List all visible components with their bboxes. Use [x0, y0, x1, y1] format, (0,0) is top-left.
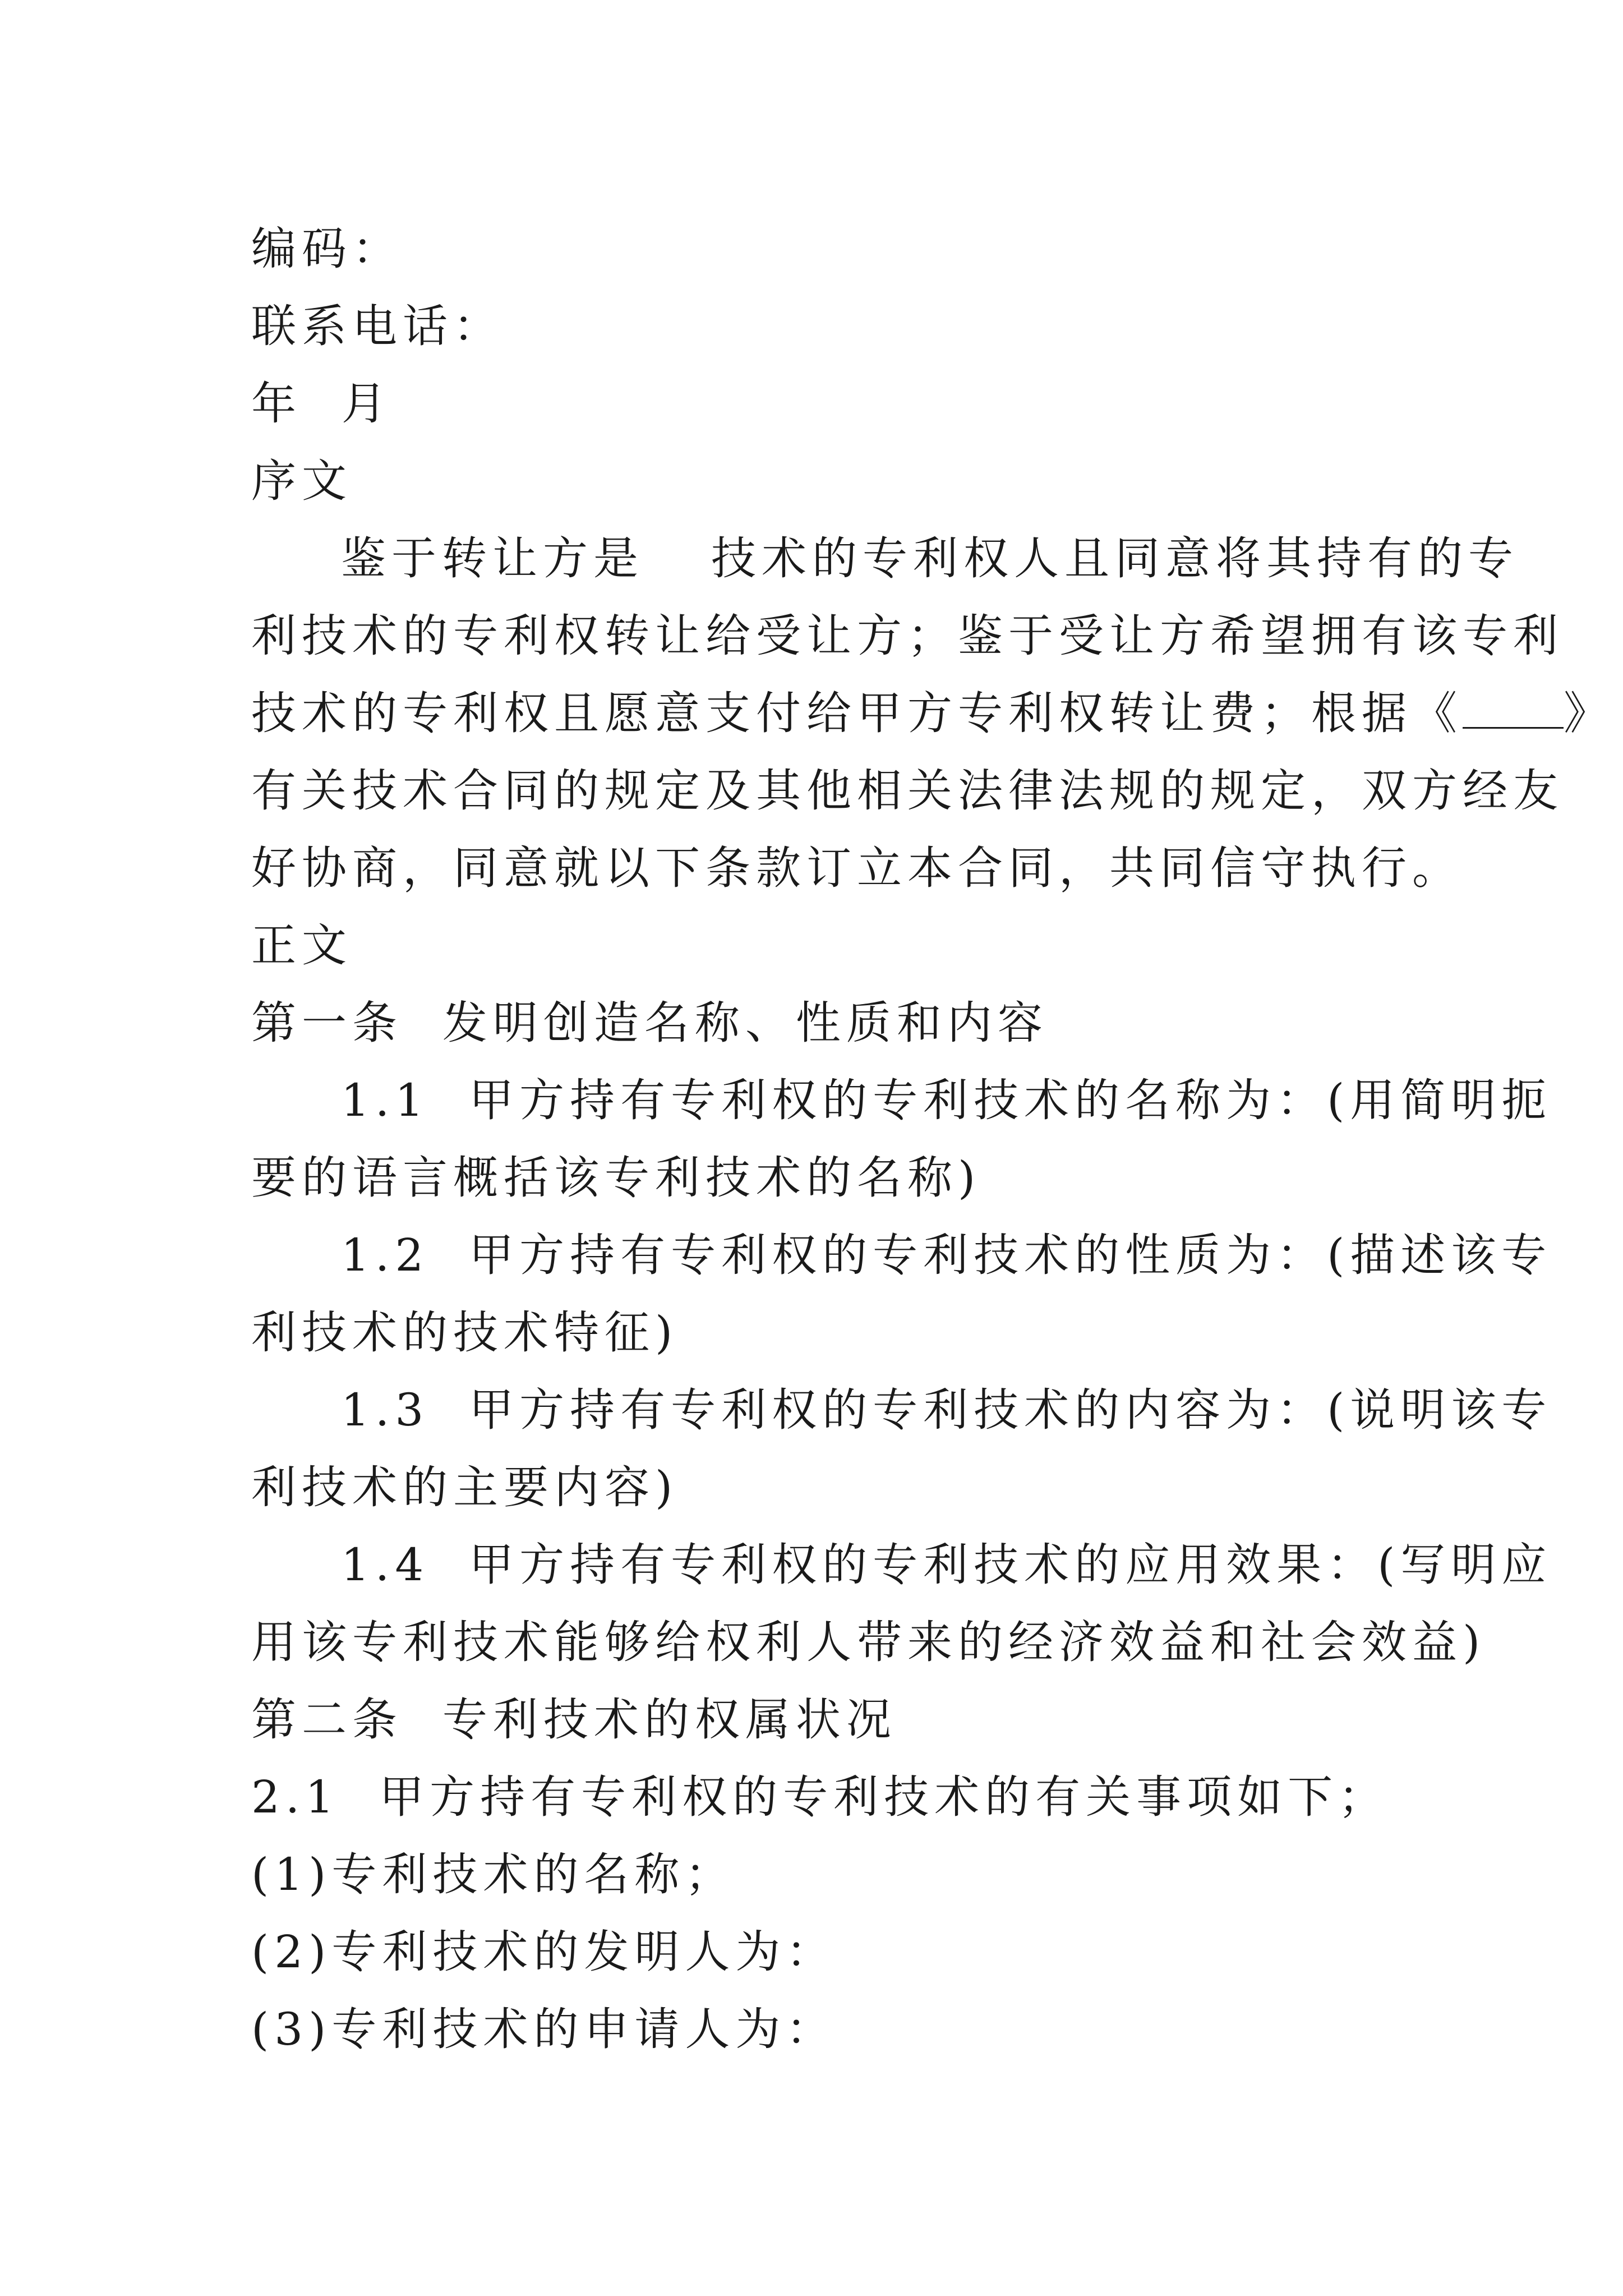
- clause-1-2: [251, 1217, 1552, 1372]
- preface-paragraph: [251, 520, 1614, 907]
- article1-title: 第一条 发明创造名称、性质和内容: [251, 997, 1048, 1049]
- list-item: (2)专利技术的发明人为：: [251, 1926, 837, 1978]
- preface-line-3a: 技术的专利权且愿意支付给甲方专利权转让费；根据《: [251, 687, 1463, 739]
- clause-1-1-line-1: 1.1 甲方持有专利权的专利技术的名称为：(用简明扼: [341, 1074, 1552, 1126]
- article2-title: 第二条 专利技术的权属状况: [251, 1694, 897, 1746]
- clause-1-4: [251, 1526, 1552, 1681]
- preface-line-1a: 鉴于转让方是: [341, 532, 644, 585]
- list-item: (3)专利技术的申请人为：: [251, 2003, 837, 2055]
- clause-1-2-line-2: 利技术的技术特征): [251, 1306, 679, 1359]
- clause-1-4-line-2: 用该专利技术能够给权利人带来的经济效益和社会效益): [251, 1616, 1486, 1668]
- preface-line-5: 好协商，同意就以下条款订立本合同，共同信守执行。: [251, 842, 1463, 894]
- list-item: (1)专利技术的名称；: [251, 1848, 736, 1901]
- clause-1-1-line-2: 要的语言概括该专利技术的名称): [251, 1152, 981, 1204]
- date-field-label: 年 月: [251, 378, 392, 430]
- clause-1-2-line-1: 1.2 甲方持有专利权的专利技术的性质为：(描述该专: [341, 1229, 1552, 1281]
- clause-1-4-line-1: 1.4 甲方持有专利权的专利技术的应用效果：(写明应: [341, 1539, 1552, 1591]
- preface-line-1b: 技术的专利权人且同意将其持有的专: [711, 532, 1519, 585]
- preface-line-4: 有关技术合同的规定及其他相关法律法规的规定，双方经友: [251, 765, 1564, 817]
- clause-1-3: [251, 1372, 1552, 1526]
- clause-1-3-line-1: 1.3 甲方持有专利权的专利技术的内容为：(说明该专: [341, 1384, 1552, 1436]
- body-heading: 正文: [251, 919, 352, 972]
- clause-1-3-line-2: 利技术的主要内容): [251, 1461, 679, 1513]
- preface-line-3b: 》: [1564, 687, 1614, 739]
- clause-1-1: [251, 1062, 1552, 1217]
- clause-2-1: 2.1 甲方持有专利权的专利技术的有关事项如下；: [251, 1771, 1389, 1823]
- preface-line-2: 利技术的专利权转让给受让方；鉴于受让方希望拥有该专利: [251, 610, 1564, 662]
- law-name-blank: [1463, 692, 1564, 729]
- code-field-label: 编码：: [251, 223, 403, 275]
- document-body: [251, 210, 1614, 2068]
- phone-field-label: 联系电话：: [251, 300, 504, 352]
- preface-heading: 序文: [251, 455, 352, 507]
